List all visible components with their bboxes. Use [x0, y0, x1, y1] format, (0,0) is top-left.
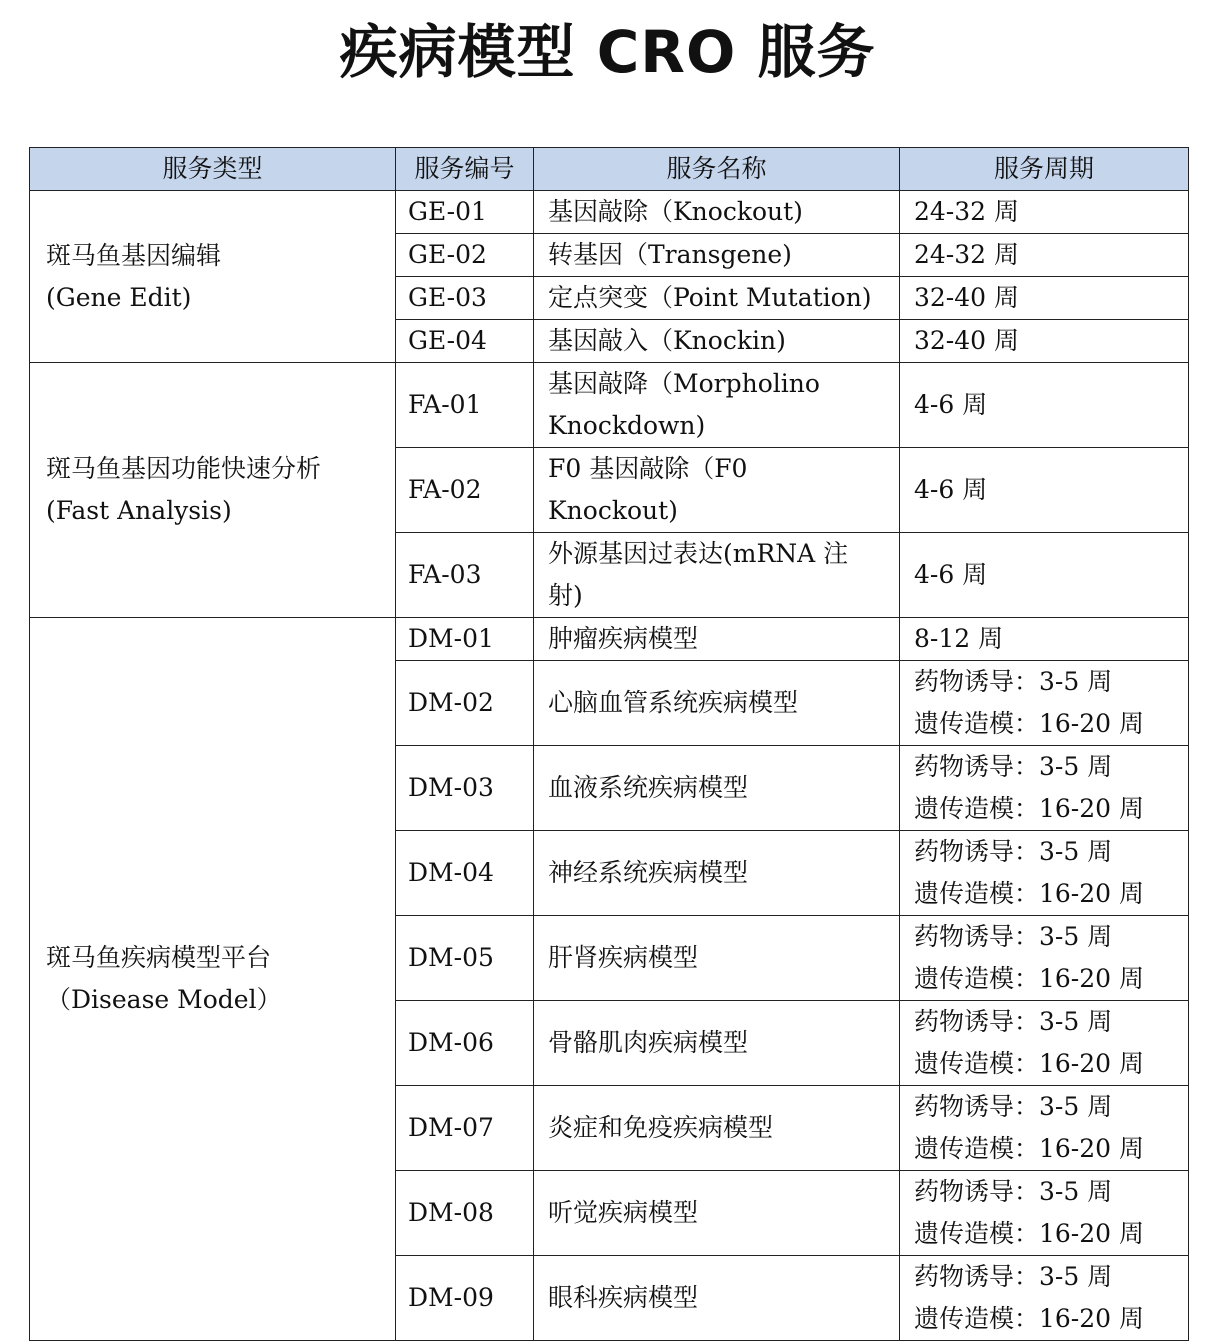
service-name-cell	[534, 831, 900, 916]
service-name-line: Knockdown)	[548, 411, 706, 440]
service-name-line: 定点突变（Point Mutation)	[548, 283, 872, 312]
service-name-cell	[534, 234, 900, 277]
header-service-period: 服务周期	[900, 148, 1189, 191]
service-period-line: 药物诱导：3-5 周	[914, 1177, 1113, 1206]
service-category-line: (Gene Edit)	[46, 282, 192, 312]
service-period-line: 32-40 周	[914, 326, 1020, 355]
service-code-cell: DM-06	[396, 1001, 534, 1086]
service-name-cell	[534, 277, 900, 320]
service-name-line: 基因敲降（Morpholino	[548, 369, 820, 398]
service-name-line: 血液系统疾病模型	[548, 773, 749, 802]
service-category-line: 斑马鱼基因编辑	[46, 240, 222, 270]
service-period-line: 药物诱导：3-5 周	[914, 752, 1113, 781]
service-period-line: 遗传造模：16-20 周	[914, 794, 1145, 823]
service-code-cell: DM-09	[396, 1256, 534, 1341]
service-period-cell	[900, 1256, 1189, 1341]
service-period-line: 遗传造模：16-20 周	[914, 964, 1145, 993]
service-code-cell: DM-04	[396, 831, 534, 916]
service-period-line: 遗传造模：16-20 周	[914, 1049, 1145, 1078]
service-category-line: （Disease Model）	[46, 985, 282, 1014]
service-period-line: 药物诱导：3-5 周	[914, 667, 1113, 696]
service-period-line: 遗传造模：16-20 周	[914, 879, 1145, 908]
header-service-name: 服务名称	[534, 148, 900, 191]
service-name-line: 骨骼肌肉疾病模型	[548, 1028, 749, 1057]
service-name-cell	[534, 533, 900, 618]
service-category-cell	[30, 191, 396, 363]
service-name-cell	[534, 1256, 900, 1341]
service-period-line: 32-40 周	[914, 283, 1020, 312]
service-code-cell: FA-01	[396, 363, 534, 448]
service-period-line: 24-32 周	[914, 240, 1020, 269]
service-category-cell	[30, 618, 396, 1341]
service-code-cell: GE-01	[396, 191, 534, 234]
service-period-line: 遗传造模：16-20 周	[914, 709, 1145, 738]
service-code-cell: DM-05	[396, 916, 534, 1001]
service-period-cell	[900, 1001, 1189, 1086]
service-name-line: 肿瘤疾病模型	[548, 624, 699, 653]
service-name-cell	[534, 1001, 900, 1086]
service-period-line: 4-6 周	[914, 560, 988, 589]
service-name-line: 肝肾疾病模型	[548, 943, 699, 972]
service-period-cell	[900, 618, 1189, 661]
service-code-cell: DM-02	[396, 661, 534, 746]
service-table	[29, 147, 1189, 1341]
page-title: 疾病模型 CRO 服务	[339, 18, 876, 86]
service-name-cell	[534, 320, 900, 363]
service-period-cell	[900, 661, 1189, 746]
service-code-cell: DM-01	[396, 618, 534, 661]
service-period-line: 遗传造模：16-20 周	[914, 1304, 1145, 1333]
service-name-cell	[534, 1086, 900, 1171]
service-name-line: 心脑血管系统疾病模型	[548, 688, 799, 717]
service-period-cell	[900, 1086, 1189, 1171]
service-period-line: 药物诱导：3-5 周	[914, 1262, 1113, 1291]
service-period-line: 药物诱导：3-5 周	[914, 1007, 1113, 1036]
table-body	[30, 191, 1189, 1341]
service-code-cell: DM-07	[396, 1086, 534, 1171]
service-name-line: 基因敲入（Knockin)	[548, 326, 786, 355]
service-name-line: 眼科疾病模型	[548, 1283, 699, 1312]
service-name-line: 射)	[548, 581, 583, 610]
service-period-line: 遗传造模：16-20 周	[914, 1134, 1145, 1163]
service-period-line: 药物诱导：3-5 周	[914, 922, 1113, 951]
service-period-line: 24-32 周	[914, 197, 1020, 226]
service-category-cell	[30, 363, 396, 618]
service-name-cell	[534, 916, 900, 1001]
service-name-line: 基因敲除（Knockout)	[548, 197, 803, 226]
service-code-cell: GE-04	[396, 320, 534, 363]
service-period-cell	[900, 533, 1189, 618]
service-name-line: 炎症和免疫疾病模型	[548, 1113, 774, 1142]
header-service-code: 服务编号	[396, 148, 534, 191]
service-name-cell	[534, 363, 900, 448]
service-code-cell: DM-03	[396, 746, 534, 831]
table-row	[30, 191, 1189, 234]
table-row	[30, 618, 1189, 661]
service-name-cell	[534, 618, 900, 661]
service-name-cell	[534, 191, 900, 234]
table-row	[30, 363, 1189, 448]
service-code-cell: GE-02	[396, 234, 534, 277]
service-period-cell	[900, 746, 1189, 831]
service-category-line: 斑马鱼疾病模型平台	[46, 943, 272, 972]
service-period-line: 4-6 周	[914, 390, 988, 419]
service-period-line: 8-12 周	[914, 624, 1004, 653]
service-name-cell	[534, 448, 900, 533]
service-period-line: 4-6 周	[914, 475, 988, 504]
service-period-cell	[900, 448, 1189, 533]
service-period-cell	[900, 916, 1189, 1001]
service-period-line: 药物诱导：3-5 周	[914, 837, 1113, 866]
service-name-line: 听觉疾病模型	[548, 1198, 699, 1227]
service-code-cell: DM-08	[396, 1171, 534, 1256]
service-name-line: 转基因（Transgene)	[548, 240, 792, 269]
service-name-line: 神经系统疾病模型	[548, 858, 749, 887]
service-period-line: 遗传造模：16-20 周	[914, 1219, 1145, 1248]
service-period-cell	[900, 1171, 1189, 1256]
service-period-cell	[900, 320, 1189, 363]
service-period-line: 药物诱导：3-5 周	[914, 1092, 1113, 1121]
service-name-line: F0 基因敲除（F0 Knockout)	[548, 454, 748, 525]
table-header-row	[30, 148, 1189, 191]
service-period-cell	[900, 234, 1189, 277]
service-name-cell	[534, 746, 900, 831]
service-period-cell	[900, 191, 1189, 234]
service-period-cell	[900, 363, 1189, 448]
header-service-type: 服务类型	[30, 148, 396, 191]
service-category-line: 斑马鱼基因功能快速分析	[46, 454, 322, 483]
service-category-line: (Fast Analysis)	[46, 496, 232, 525]
service-code-cell: GE-03	[396, 277, 534, 320]
service-code-cell: FA-03	[396, 533, 534, 618]
service-period-cell	[900, 277, 1189, 320]
service-name-cell	[534, 1171, 900, 1256]
service-name-cell	[534, 661, 900, 746]
service-period-cell	[900, 831, 1189, 916]
service-name-line: 外源基因过表达(mRNA 注	[548, 539, 849, 568]
service-code-cell: FA-02	[396, 448, 534, 533]
